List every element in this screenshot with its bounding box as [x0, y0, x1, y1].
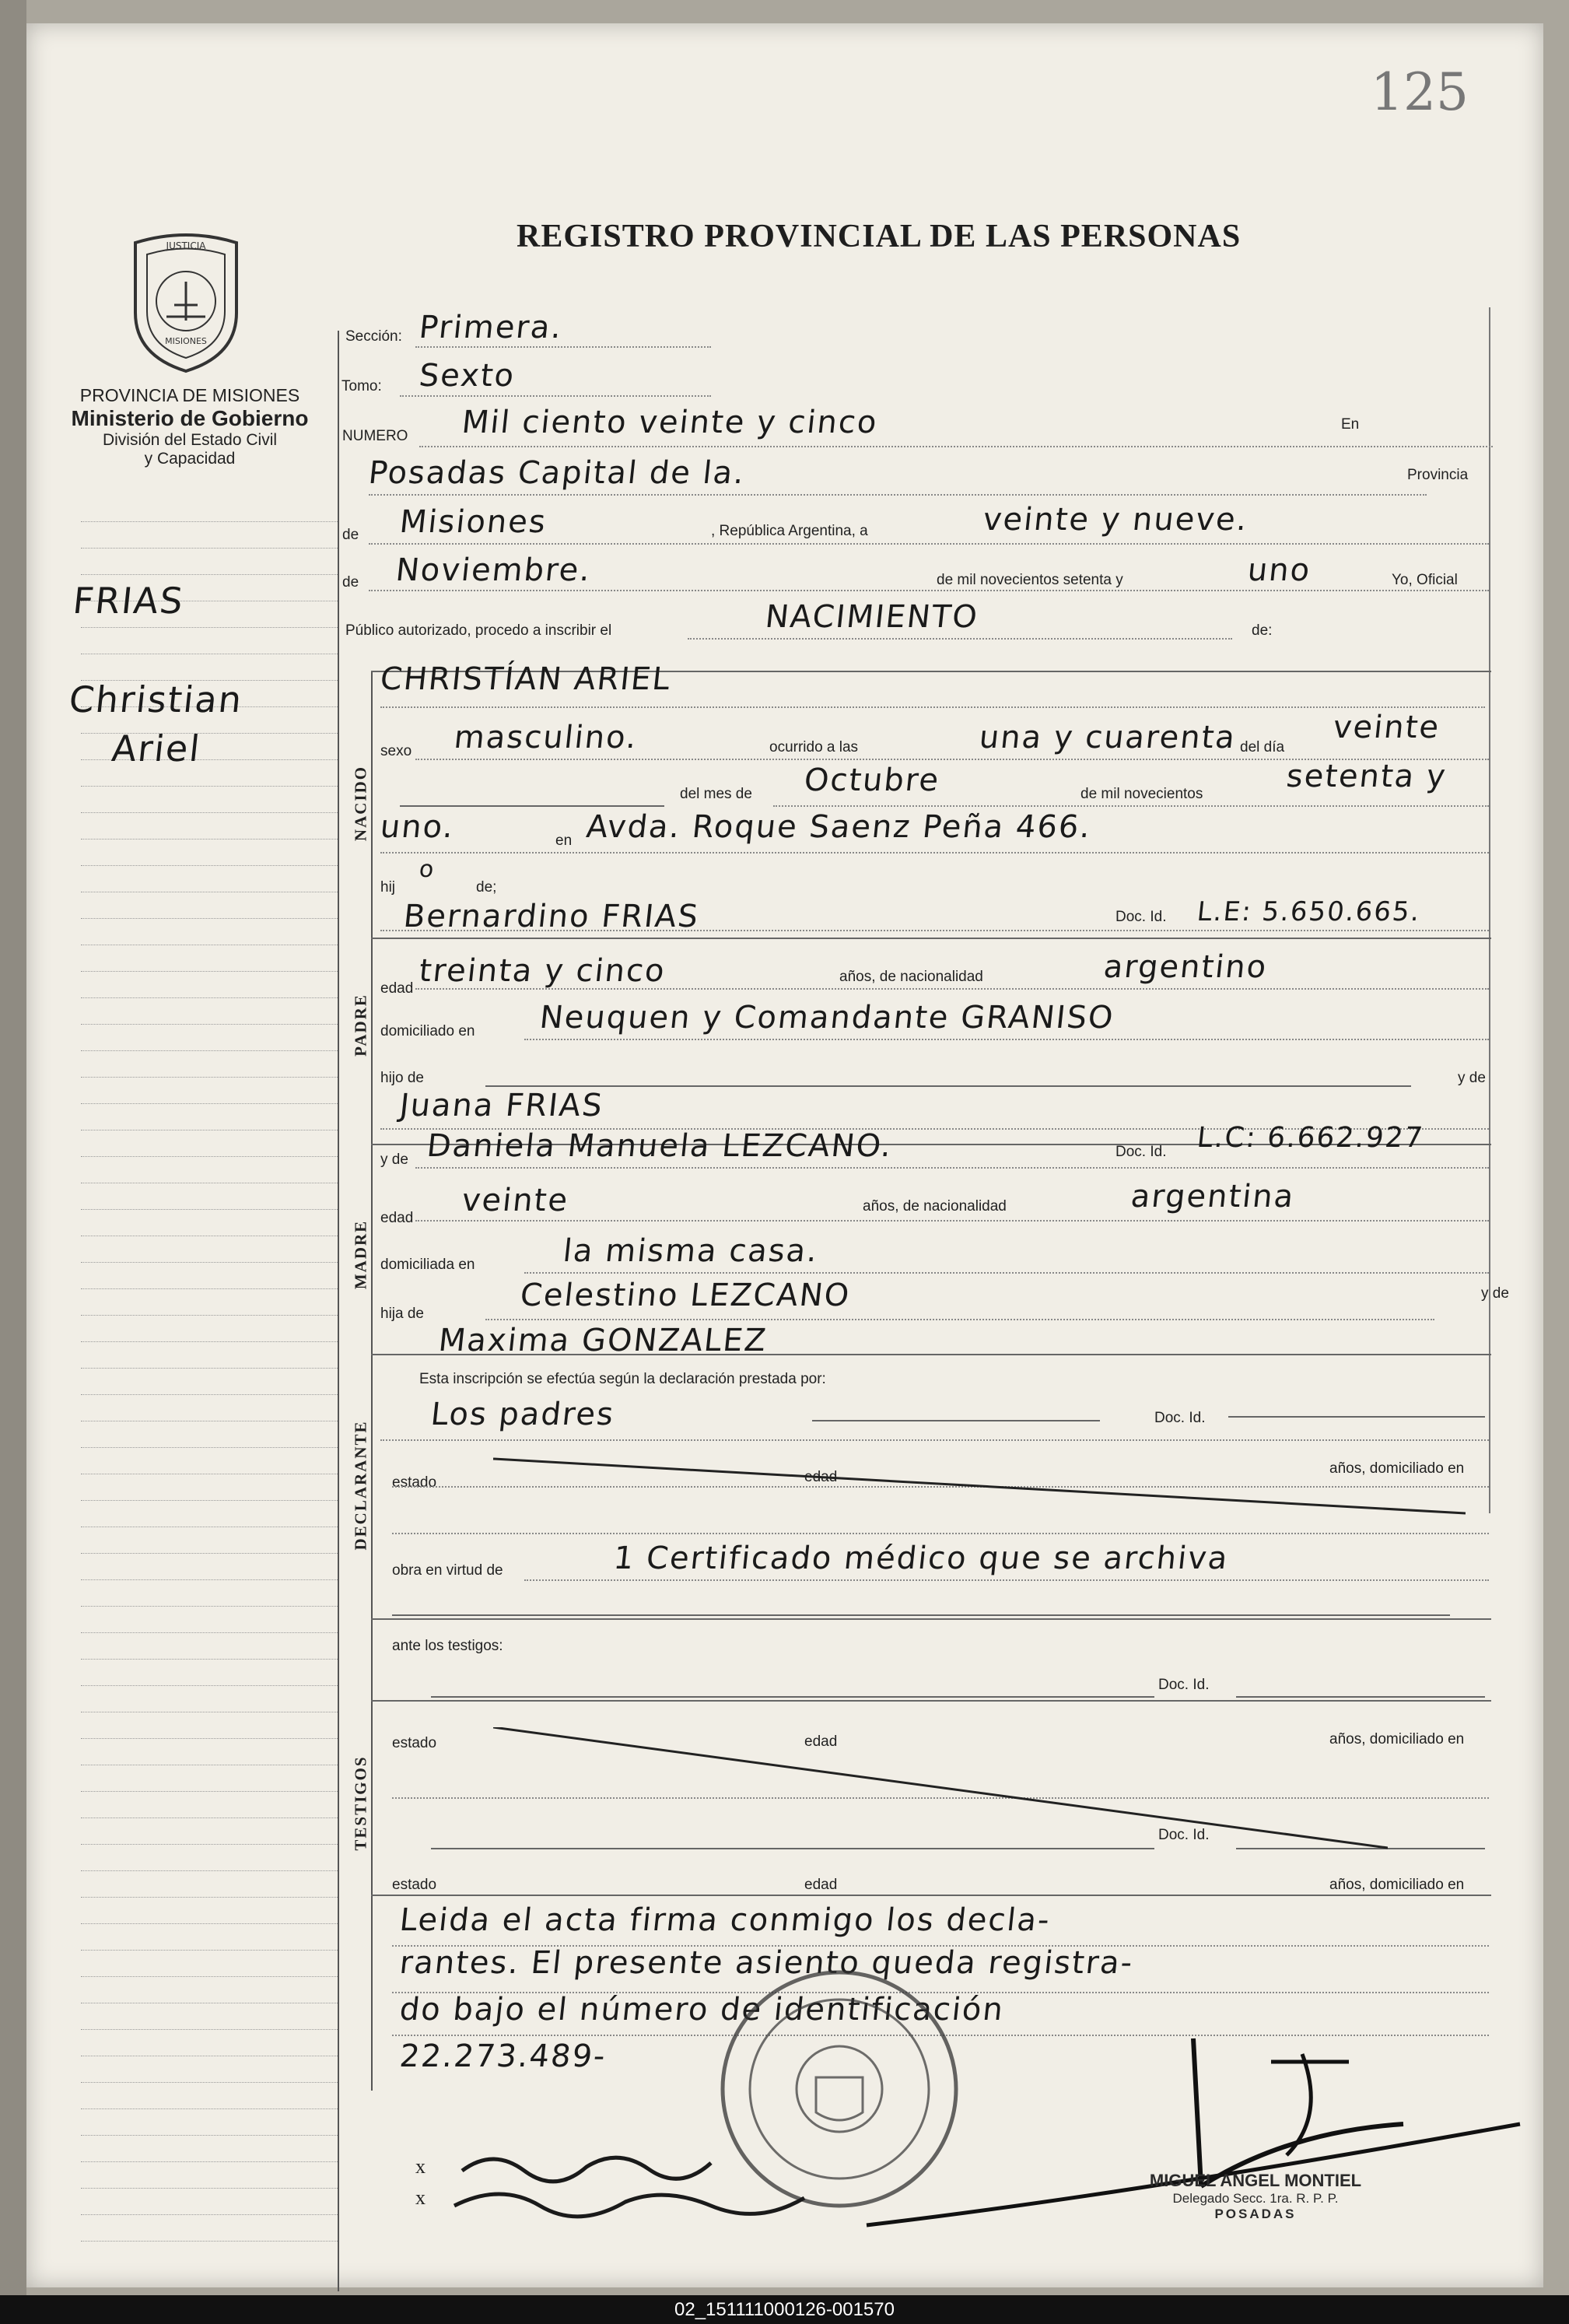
value-provincia: Misiones [398, 504, 549, 540]
margin-rule [81, 627, 338, 628]
margin-rule [81, 997, 338, 998]
value-madre-edad: veinte [460, 1183, 571, 1218]
value-abuela-p: Juana FRIAS [398, 1088, 606, 1123]
label-doc-testigo-1: Doc. Id. [1158, 1677, 1210, 1693]
label-de-mil: de mil novecientos setenta y [937, 572, 1123, 588]
value-nombre: CHRISTÍAN ARIEL [378, 661, 674, 697]
page-title: REGISTRO PROVINCIAL DE LAS PERSONAS [517, 219, 1242, 254]
label-ante: ante los testigos: [392, 1638, 503, 1654]
section-madre: MADRE [351, 1219, 370, 1290]
margin-rule [81, 1024, 338, 1025]
value-acto: NACIMIENTO [763, 599, 981, 635]
label-anios-dom-testigo-1: años, domiciliado en [1329, 1731, 1465, 1747]
label-provincia: Provincia [1407, 467, 1469, 483]
file-id-bar [0, 2295, 1569, 2324]
label-seccion: Sección: [345, 328, 402, 345]
margin-rule [81, 1262, 338, 1263]
label-estado-testigo-2: estado [392, 1877, 437, 1893]
margin-rule [81, 1103, 338, 1104]
label-numero: NUMERO [342, 428, 408, 444]
margin-rule [81, 1315, 338, 1316]
closing-line-2: rantes. El presente asiento queda registra- [398, 1945, 1136, 1981]
margin-rule [81, 918, 338, 919]
label-tomo: Tomo: [341, 378, 382, 394]
label-doc-declarante: Doc. Id. [1154, 1410, 1206, 1426]
cross-out-line [493, 1455, 1466, 1517]
stamp-name: MIGUEL ANGEL MONTIEL [1149, 2171, 1362, 2190]
file-id: 02_151111000126-001570 [674, 2299, 895, 2320]
org-ministry: Ministerio de Gobierno [71, 406, 309, 430]
margin-rule [81, 2029, 338, 2030]
signature-mark-1: x [415, 2155, 426, 2178]
provincial-seal-icon [120, 227, 252, 375]
margin-rule [81, 1447, 338, 1448]
label-publico: Público autorizado, procedo a inscribir el [345, 622, 612, 639]
value-madre: Daniela Manuela LEZCANO. [425, 1128, 895, 1164]
margin-rule [81, 1579, 338, 1580]
value-madre-doc: L.C: 6.662.927 [1195, 1122, 1426, 1154]
value-hij-suffix: o [418, 856, 437, 883]
margin-rule [81, 1897, 338, 1898]
margin-rule [81, 1950, 338, 1951]
section-column-border [371, 671, 373, 2091]
label-anios-padre: años, de nacionalidad [839, 969, 983, 985]
section-divider [371, 1895, 1491, 1896]
margin-rule [81, 574, 338, 575]
margin-rule [81, 1606, 338, 1607]
margin-rule [81, 1341, 338, 1342]
margin-rule [81, 521, 338, 522]
label-y-de-padre: y de [1458, 1070, 1486, 1086]
label-y-de-madre: y de [380, 1151, 408, 1168]
org-capacity: y Capacidad [144, 450, 236, 468]
value-padre: Bernardino FRIAS [401, 899, 702, 934]
margin-given-2: Ariel [110, 727, 204, 769]
label-de-mil-2: de mil novecientos [1080, 786, 1203, 802]
margin-rule [81, 1870, 338, 1871]
margin-rule [81, 1817, 338, 1818]
label-doc-padre: Doc. Id. [1115, 909, 1167, 925]
label-doc-testigo-2: Doc. Id. [1158, 1827, 1210, 1843]
label-estado-testigo-1: estado [392, 1735, 437, 1751]
section-divider [371, 1618, 1491, 1620]
signature-mark-2: x [415, 2186, 426, 2209]
margin-rule [81, 2161, 338, 2162]
margin-rule [81, 1368, 338, 1369]
value-abuelo-m: Celestino LEZCANO [518, 1278, 853, 1313]
margin-rule [81, 971, 338, 972]
org-division: División del Estado Civil [102, 431, 278, 449]
label-hija-de: hija de [380, 1306, 424, 1322]
label-domiciliado-padre: domiciliado en [380, 1023, 475, 1039]
value-tomo: Sexto [417, 358, 517, 394]
margin-rule [81, 1553, 338, 1554]
value-declarante: Los padres [429, 1397, 617, 1432]
margin-rule [81, 2241, 338, 2242]
margin-rule [81, 812, 338, 813]
margin-rule [81, 2188, 338, 2189]
label-en: En [1341, 416, 1360, 433]
label-yo-oficial: Yo, Oficial [1392, 572, 1458, 588]
margin-rule [81, 2108, 338, 2109]
value-padre-dom: Neuquen y Comandante GRANISO [538, 1000, 1116, 1036]
margin-rule [81, 1976, 338, 1977]
margin-rule [81, 1923, 338, 1924]
label-domiciliada: domiciliada en [380, 1257, 475, 1273]
value-padre-doc: L.E: 5.650.665. [1195, 896, 1423, 927]
value-hora: una y cuarenta [977, 720, 1238, 755]
label-anios-dom-testigo-2: años, domiciliado en [1329, 1877, 1465, 1893]
value-anio: uno [1245, 552, 1313, 588]
org-province: PROVINCIA DE MISIONES [79, 385, 300, 405]
closing-line-1: Leida el acta firma conmigo los decla- [398, 1902, 1052, 1938]
stamp-city: POSADAS [1214, 2207, 1297, 2221]
margin-rule [81, 2082, 338, 2083]
label-de-2: de [342, 574, 359, 591]
margin-rule [81, 865, 338, 866]
label-sexo: sexo [380, 743, 412, 759]
label-inscripcion: Esta inscripción se efectúa según la declaración prestada por: [419, 1371, 826, 1387]
svg-text:JUSTICIA: JUSTICIA [166, 240, 206, 251]
margin-surname: FRIAS [71, 580, 187, 622]
closing-line-3: do bajo el número de identificación [398, 1992, 1007, 2028]
label-de-semi: de; [476, 879, 497, 896]
form-left-border [338, 331, 339, 2291]
label-doc-madre: Doc. Id. [1115, 1144, 1167, 1160]
margin-rule [81, 1156, 338, 1157]
closing-line-4: 22.273.489- [398, 2038, 608, 2074]
margin-rule [81, 1791, 338, 1792]
register-sheet [26, 23, 1543, 2287]
label-hij: hij [380, 879, 396, 896]
label-edad-testigo-2: edad [804, 1877, 838, 1893]
value-anio-nac-2: uno. [378, 809, 457, 845]
value-fecha: veinte y nueve. [981, 502, 1250, 538]
svg-text:MISIONES: MISIONES [165, 336, 207, 346]
margin-rule [81, 1738, 338, 1739]
value-sexo: masculino. [452, 720, 640, 755]
label-del-mes: del mes de [680, 786, 752, 802]
value-obra: 1 Certificado médico que se archiva [611, 1541, 1231, 1576]
label-en-lower: en [555, 833, 573, 849]
label-del-dia: del día [1240, 739, 1285, 755]
value-padre-nac: argentino [1101, 949, 1270, 985]
margin-rule [81, 1288, 338, 1289]
margin-rule [81, 1209, 338, 1210]
value-mes: Noviembre. [394, 552, 594, 588]
value-abuela-m: Maxima GONZALEZ [436, 1323, 769, 1358]
margin-given-1: Christian [67, 678, 245, 720]
stamp-role: Delegado Secc. 1ra. R. P. P. [1172, 2191, 1339, 2206]
section-nacido: NACIDO [351, 765, 370, 842]
section-testigos: TESTIGOS [351, 1755, 370, 1851]
value-padre-edad: treinta y cinco [417, 953, 667, 989]
value-lugar: Posadas Capital de la. [366, 455, 748, 491]
label-de-colon: de: [1252, 622, 1273, 639]
page-number: 125 [1371, 62, 1469, 122]
label-republica: , República Argentina, a [711, 523, 868, 539]
label-ocurrido: ocurrido a las [769, 739, 859, 755]
margin-rule [81, 2214, 338, 2215]
signatures-handwritten [431, 2015, 1536, 2264]
value-anio-nac: setenta y [1284, 759, 1449, 794]
section-divider [371, 938, 1491, 939]
label-edad-padre: edad [380, 980, 414, 997]
margin-rule [81, 1077, 338, 1078]
margin-rule [81, 1685, 338, 1686]
margin-rule [81, 1632, 338, 1633]
margin-rule [81, 1844, 338, 1845]
cross-out-line [493, 1727, 1388, 1852]
value-seccion: Primera. [417, 310, 565, 345]
value-dia: veinte [1331, 710, 1442, 745]
margin-rule [81, 839, 338, 840]
margin-rule [81, 786, 338, 787]
section-padre: PADRE [351, 994, 370, 1057]
label-hijo-de: hijo de [380, 1070, 424, 1086]
value-domicilio-nac: Avda. Roque Saenz Peña 466. [584, 809, 1094, 845]
section-divider [371, 1700, 1491, 1702]
margin-rule [81, 1659, 338, 1660]
label-de: de [342, 527, 359, 543]
value-mes-nac: Octubre [802, 762, 942, 798]
value-numero: Mil ciento veinte y cinco [460, 405, 880, 440]
label-anios-dom-declarante: años, domiciliado en [1329, 1460, 1465, 1477]
margin-rule [81, 548, 338, 549]
margin-rule [81, 2135, 338, 2136]
book-spine [0, 0, 26, 2295]
form-right-border [1489, 307, 1490, 1513]
value-madre-dom: la misma casa. [561, 1233, 821, 1269]
margin-rule [81, 1500, 338, 1501]
label-anios-madre: años, de nacionalidad [863, 1198, 1007, 1215]
section-declarante: DECLARANTE [351, 1420, 370, 1551]
label-y-de-madre-2: y de [1481, 1285, 1509, 1302]
value-madre-nac: argentina [1129, 1179, 1297, 1215]
label-edad-testigo-1: edad [804, 1733, 838, 1750]
label-estado-declarante: estado [392, 1474, 437, 1491]
margin-rule [81, 1050, 338, 1051]
label-obra: obra en virtud de [392, 1562, 503, 1579]
margin-rule [81, 1394, 338, 1395]
label-edad-madre: edad [380, 1210, 414, 1226]
